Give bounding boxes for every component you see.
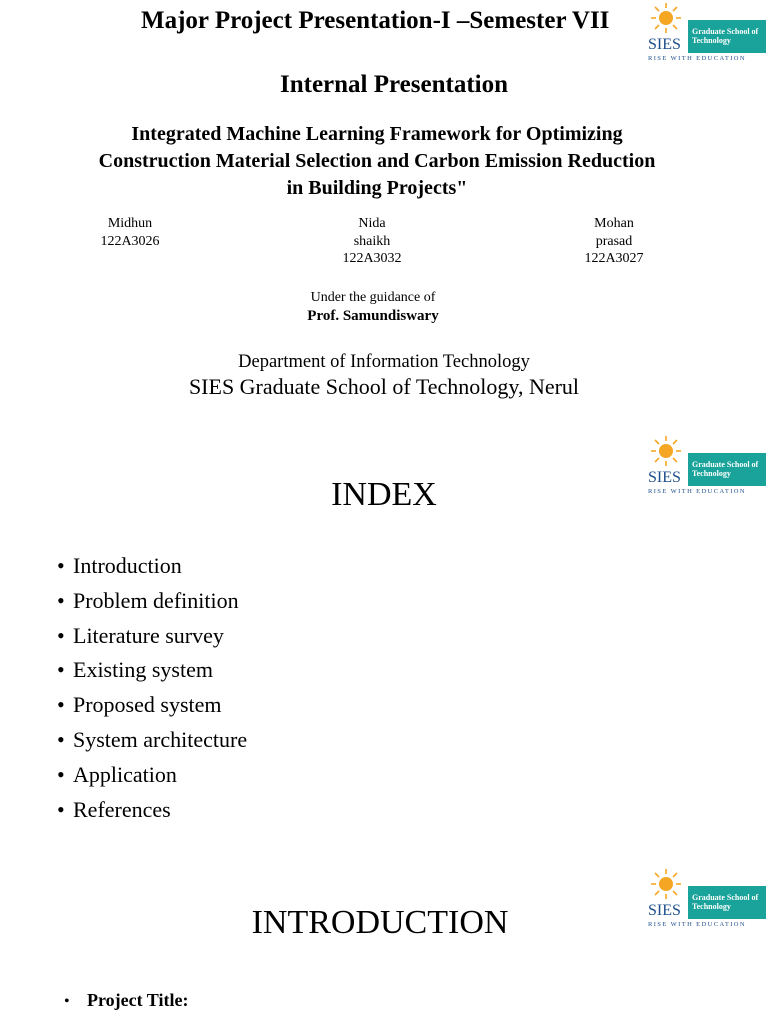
author-roll: 122A3027 xyxy=(584,251,644,266)
bullet-icon: • xyxy=(57,726,65,752)
sun-icon xyxy=(651,869,681,899)
sun-icon xyxy=(651,436,681,466)
guide-name: Prof. Samundiswary xyxy=(307,308,439,324)
author-name: Nida xyxy=(358,216,386,231)
index-list xyxy=(57,549,247,827)
svg-text:RISE WITH EDUCATION: RISE WITH EDUCATION xyxy=(648,921,746,928)
list-item: • References xyxy=(57,793,247,828)
author-3 xyxy=(564,215,664,268)
list-item: • Introduction xyxy=(57,549,247,584)
author-surname: prasad xyxy=(595,233,633,249)
bullet-icon: • xyxy=(57,796,65,822)
sies-logo-graphic xyxy=(646,0,768,62)
sies-logo-graphic xyxy=(646,866,768,928)
bullet-icon: • xyxy=(57,657,65,683)
list-item: • Existing system xyxy=(57,653,247,688)
bullet-icon: • xyxy=(57,622,65,648)
svg-text:SIES: SIES xyxy=(648,902,681,919)
svg-text:Graduate School of: Graduate School of xyxy=(692,893,759,902)
bullet-icon: • xyxy=(57,587,65,613)
svg-text:Technology: Technology xyxy=(692,902,731,911)
sies-logo xyxy=(646,0,768,62)
author-2 xyxy=(322,215,422,268)
list-item: • Application xyxy=(57,758,247,793)
svg-text:Technology: Technology xyxy=(692,469,731,478)
author-roll: 122A3026 xyxy=(100,233,160,249)
svg-text:RISE WITH EDUCATION: RISE WITH EDUCATION xyxy=(648,55,746,62)
svg-text:SIES: SIES xyxy=(648,469,681,486)
index-title: INDEX xyxy=(331,476,437,513)
list-item: • Problem definition xyxy=(57,584,247,619)
presentation-subtitle: Internal Presentation xyxy=(280,71,508,98)
bullet-icon: • xyxy=(57,553,65,578)
svg-text:Graduate School of: Graduate School of xyxy=(692,460,759,469)
list-item: • System architecture xyxy=(57,723,247,758)
svg-text:Technology: Technology xyxy=(692,36,731,45)
bullet-icon: • xyxy=(57,761,65,787)
author-name: Midhun xyxy=(107,216,153,231)
bullet-icon: • xyxy=(64,993,70,1010)
svg-text:RISE WITH EDUCATION: RISE WITH EDUCATION xyxy=(648,488,746,495)
author-name: Mohan xyxy=(594,216,634,231)
author-1 xyxy=(80,215,180,250)
introduction-title: INTRODUCTION xyxy=(251,904,509,941)
sies-logo xyxy=(646,866,768,928)
project-title-label: Project Title: xyxy=(87,990,189,1010)
school-name: SIES Graduate School of Technology, Nerul xyxy=(188,374,580,399)
author-surname: shaikh xyxy=(353,233,391,249)
project-title: Integrated Machine Learning Framework for Optimizing Construction Material Selection and Carbon Emission Reduction in Building Projects" xyxy=(98,123,656,199)
sies-logo-graphic xyxy=(646,433,768,495)
list-item: • Literature survey xyxy=(57,619,247,654)
author-roll: 122A3032 xyxy=(342,251,402,266)
presentation-title: Major Project Presentation-I –Semester VII xyxy=(141,7,610,34)
department-name: Department of Information Technology xyxy=(238,352,530,372)
list-item: • Proposed system xyxy=(57,688,247,723)
guidance-label: Under the guidance of xyxy=(310,290,436,305)
sies-logo xyxy=(646,433,768,495)
bullet-icon: • xyxy=(57,692,65,718)
sun-icon xyxy=(651,3,681,33)
svg-text:Graduate School of: Graduate School of xyxy=(692,27,759,36)
svg-text:SIES: SIES xyxy=(648,36,681,53)
project-title-item xyxy=(64,990,188,1011)
